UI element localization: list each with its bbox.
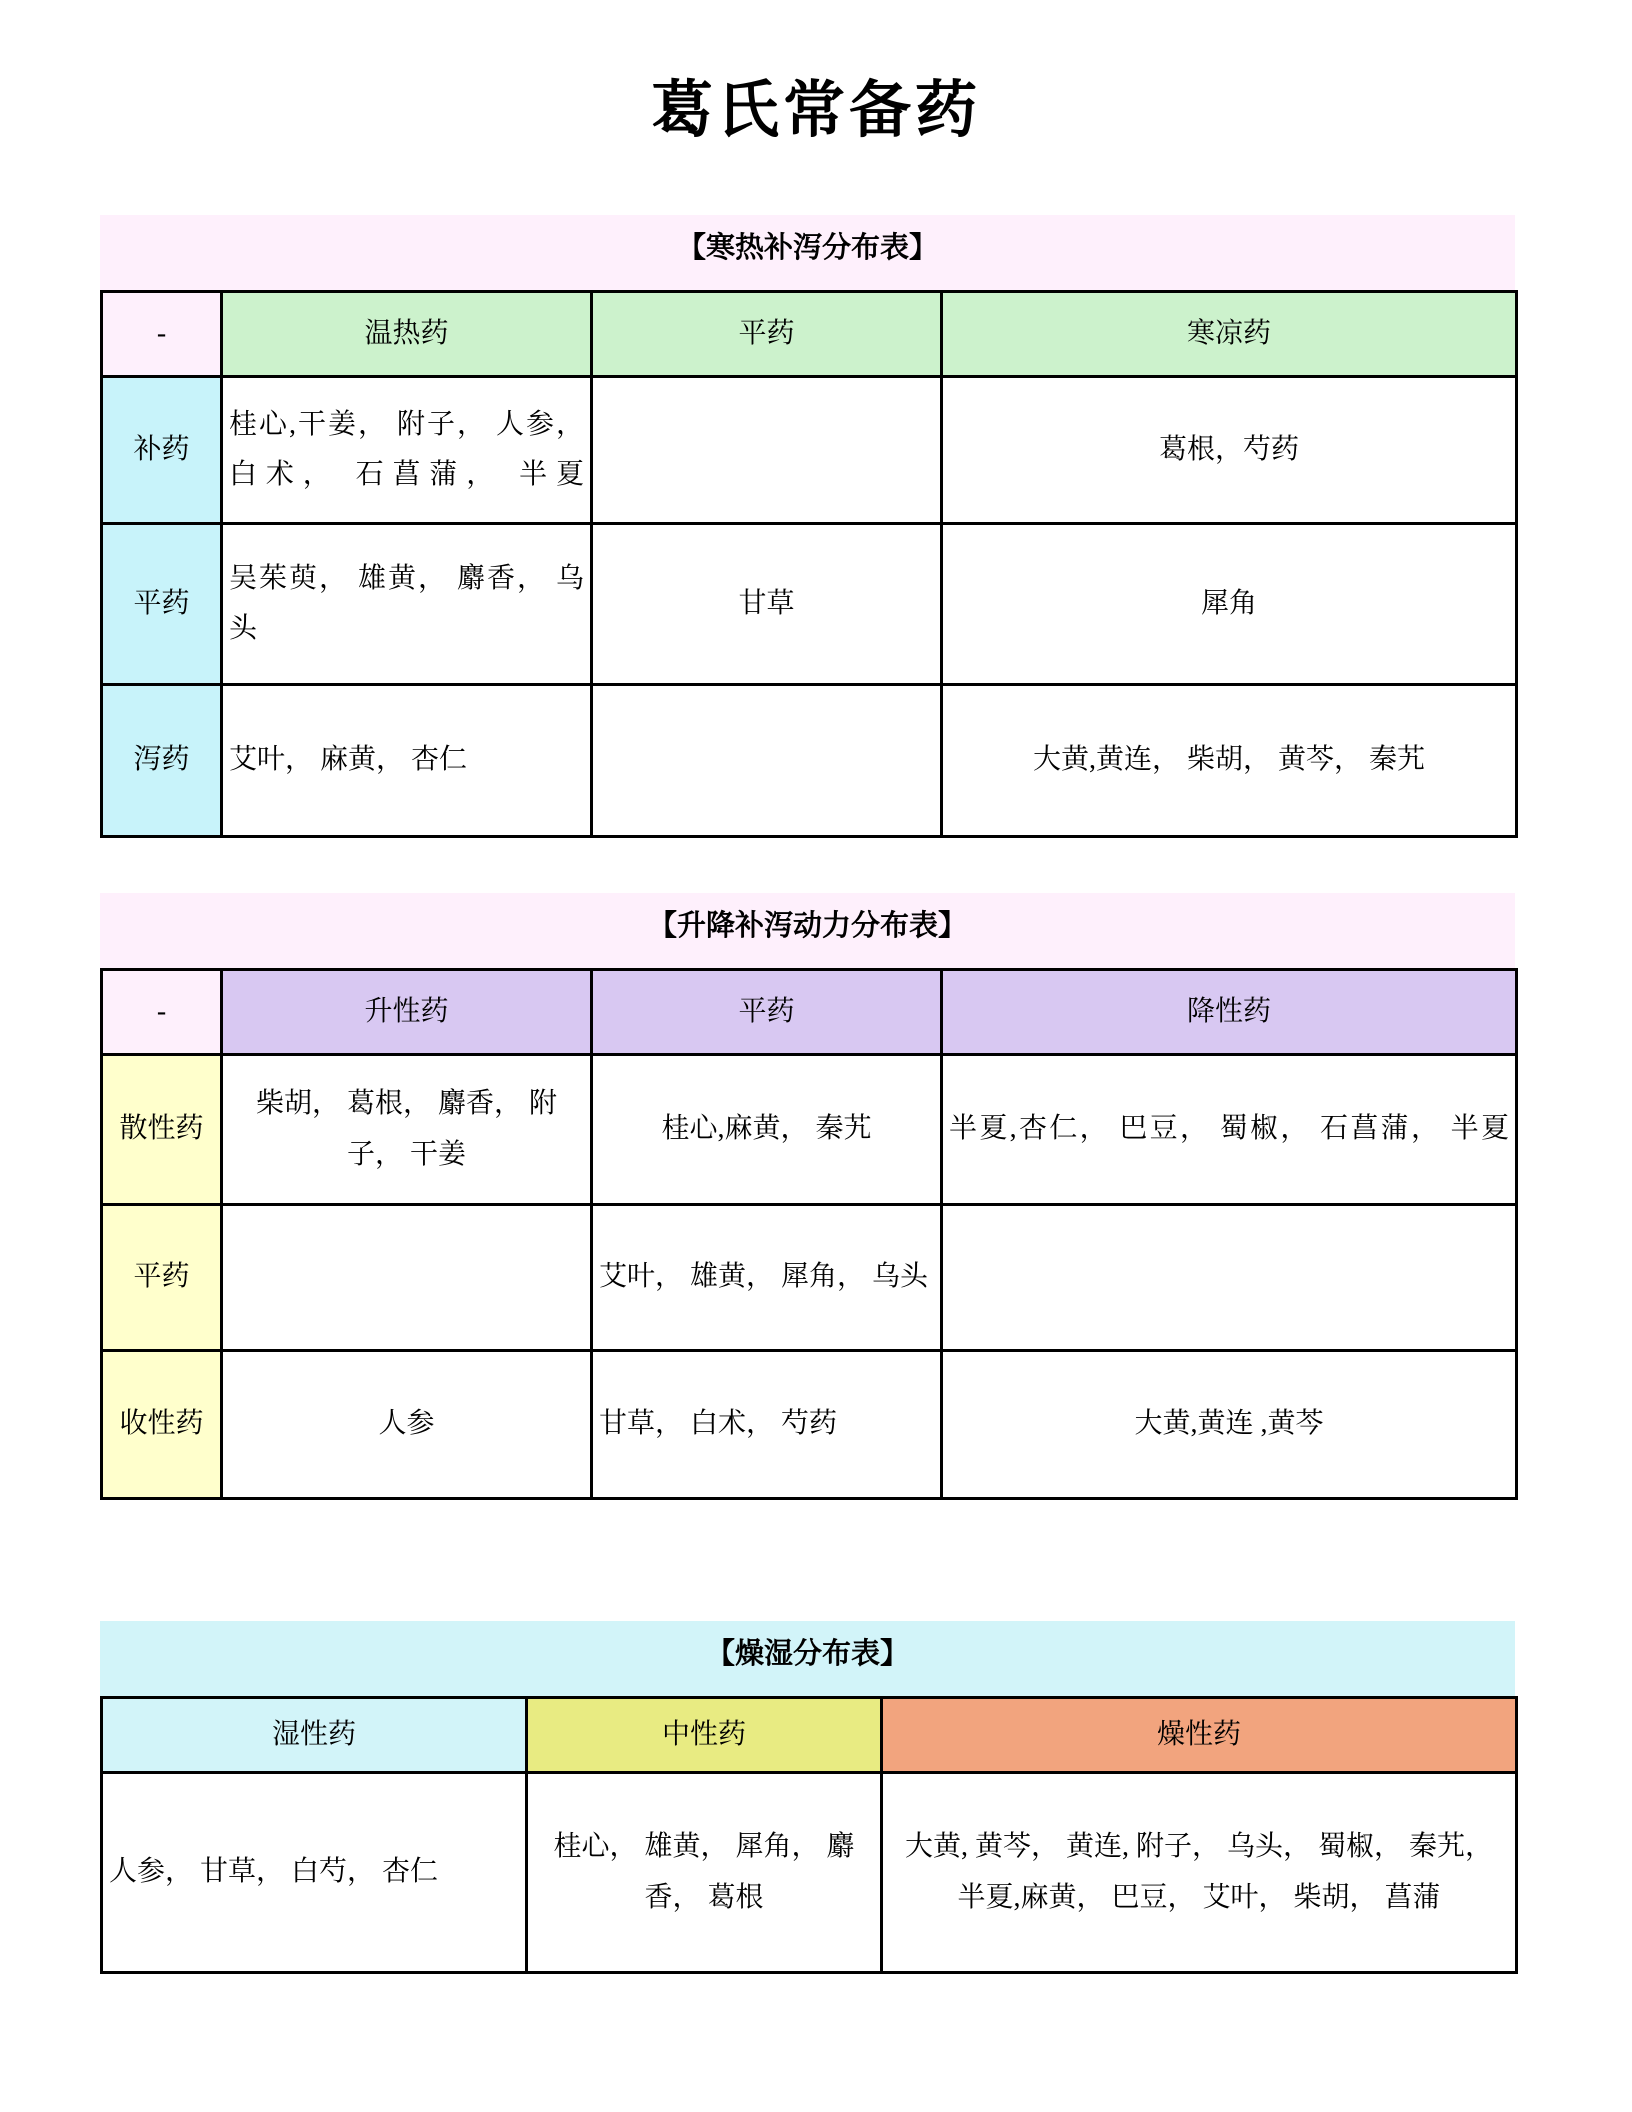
table-row xyxy=(102,524,1517,685)
table-row xyxy=(102,1205,1517,1351)
table-cell: 半夏,杏仁， 巴豆， 蜀椒， 石菖蒲， 半夏 xyxy=(942,1055,1517,1205)
column-header: 寒凉药 xyxy=(942,292,1517,377)
table-row xyxy=(102,377,1517,524)
table-row xyxy=(102,1773,1517,1973)
table-cell: 人参， 甘草， 白芍， 杏仁 xyxy=(102,1773,527,1973)
row-header: 补药 xyxy=(102,377,222,524)
table-row xyxy=(102,685,1517,837)
corner-header: - xyxy=(102,292,222,377)
table-dry-damp-section xyxy=(100,1621,1515,1974)
table-cell xyxy=(942,1205,1517,1351)
column-header: 平药 xyxy=(592,970,942,1055)
page-title: 葛氏常备药 xyxy=(650,76,981,145)
dry-damp-table xyxy=(100,1696,1518,1974)
table-cell: 犀角 xyxy=(942,524,1517,685)
table-cell: 大黄, 黄芩， 黄连, 附子， 乌头， 蜀椒， 秦艽， 半夏,麻黄， 巴豆， 艾叶， 柴胡， 菖蒲 xyxy=(882,1773,1517,1973)
table-rise-fall-section xyxy=(100,893,1515,1500)
table-title: 【燥湿分布表】 xyxy=(100,1621,1515,1696)
table-cell xyxy=(222,1205,592,1351)
table-row xyxy=(102,1055,1517,1205)
column-header: 降性药 xyxy=(942,970,1517,1055)
table-header-row xyxy=(102,970,1517,1055)
rise-fall-table xyxy=(100,968,1518,1500)
column-header: 平药 xyxy=(592,292,942,377)
row-header: 平药 xyxy=(102,1205,222,1351)
table-cell: 艾叶， 雄黄， 犀角， 乌头 xyxy=(592,1205,942,1351)
table-cell: 大黄,黄连， 柴胡， 黄芩， 秦艽 xyxy=(942,685,1517,837)
table-cell xyxy=(592,685,942,837)
table-title: 【升降补泻动力分布表】 xyxy=(100,893,1515,968)
table-cell: 人参 xyxy=(222,1351,592,1499)
column-header: 湿性药 xyxy=(102,1698,527,1773)
table-header-row xyxy=(102,292,1517,377)
table-cell: 艾叶， 麻黄， 杏仁 xyxy=(222,685,592,837)
cold-heat-table xyxy=(100,290,1518,838)
table-cold-heat-section xyxy=(100,215,1515,838)
row-header: 平药 xyxy=(102,524,222,685)
table-cell: 柴胡， 葛根， 麝香， 附子， 干姜 xyxy=(222,1055,592,1205)
row-header: 泻药 xyxy=(102,685,222,837)
corner-header: - xyxy=(102,970,222,1055)
row-header: 收性药 xyxy=(102,1351,222,1499)
table-cell: 甘草， 白术， 芍药 xyxy=(592,1351,942,1499)
table-cell: 桂心,麻黄， 秦艽 xyxy=(592,1055,942,1205)
table-row xyxy=(102,1351,1517,1499)
column-header: 中性药 xyxy=(527,1698,882,1773)
table-cell: 葛根，芍药 xyxy=(942,377,1517,524)
table-cell xyxy=(592,377,942,524)
table-cell: 大黄,黄连 ,黄芩 xyxy=(942,1351,1517,1499)
table-cell: 吴茱萸， 雄黄， 麝香， 乌头 xyxy=(222,524,592,685)
table-cell: 桂心,干姜， 附子， 人参， 白术， 石菖蒲， 半夏 xyxy=(222,377,592,524)
table-cell: 甘草 xyxy=(592,524,942,685)
column-header: 燥性药 xyxy=(882,1698,1517,1773)
table-title: 【寒热补泻分布表】 xyxy=(100,215,1515,290)
table-header-row xyxy=(102,1698,1517,1773)
table-cell: 桂心， 雄黄， 犀角， 麝香， 葛根 xyxy=(527,1773,882,1973)
column-header: 升性药 xyxy=(222,970,592,1055)
column-header: 温热药 xyxy=(222,292,592,377)
row-header: 散性药 xyxy=(102,1055,222,1205)
